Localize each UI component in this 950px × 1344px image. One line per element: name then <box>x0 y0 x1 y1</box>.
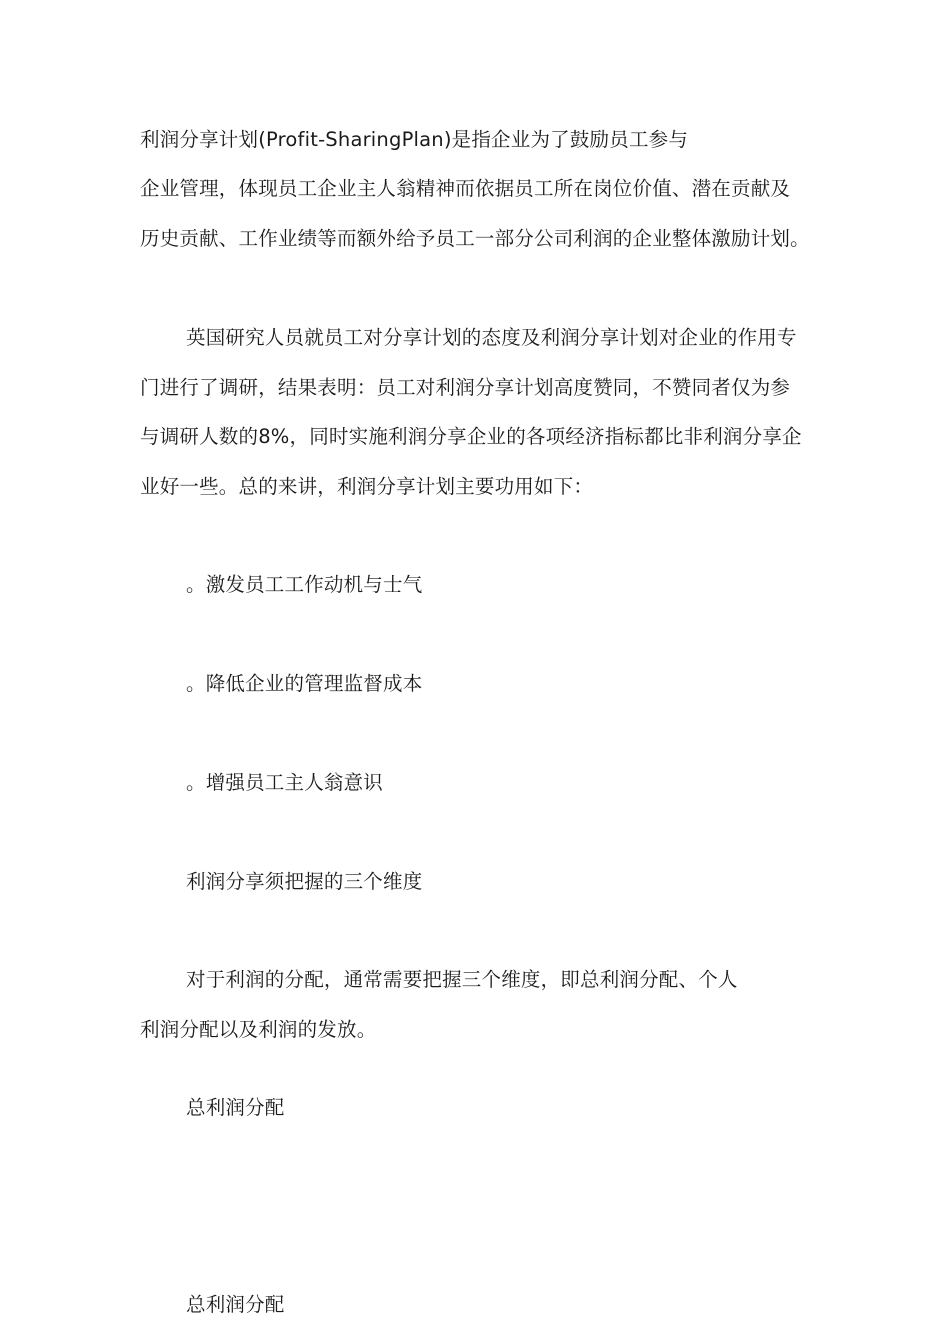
paragraph-1-line-3: 历史贡献、工作业绩等而额外给予员工一部分公司利润的企业整体激励计划。 <box>140 227 810 250</box>
paragraph-2-line-3: 与调研人数的8%，同时实施利润分享企业的各项经济指标都比非利润分享企 <box>140 425 802 448</box>
paragraph-3-line-1: 对于利润的分配，通常需要把握三个维度，即总利润分配、个人 <box>186 968 738 991</box>
paragraph-1-line-2: 企业管理，体现员工企业主人翁精神而依据员工所在岗位价值、潜在贡献及 <box>140 177 791 200</box>
subheading-total-profit-1: 总利润分配 <box>186 1096 285 1119</box>
paragraph-2-line-2: 门进行了调研，结果表明：员工对利润分享计划高度赞同，不赞同者仅为参 <box>140 376 791 399</box>
paragraph-1-line-1: 利润分享计划(Profit-SharingPlan)是指企业为了鼓励员工参与 <box>140 128 689 151</box>
bullet-item-3: 。增强员工主人翁意识 <box>186 771 384 794</box>
paragraph-3-line-2: 利润分配以及利润的发放。 <box>140 1018 377 1041</box>
bullet-item-2: 。降低企业的管理监督成本 <box>186 672 423 695</box>
paragraph-2-line-4: 业好一些。总的来讲，利润分享计划主要功用如下： <box>140 475 594 498</box>
paragraph-2-line-1: 英国研究人员就员工对分享计划的态度及利润分享计划对企业的作用专 <box>186 326 797 349</box>
section-heading: 利润分享须把握的三个维度 <box>186 870 423 893</box>
bullet-item-1: 。激发员工工作动机与士气 <box>186 573 423 596</box>
subheading-total-profit-2: 总利润分配 <box>186 1293 285 1316</box>
